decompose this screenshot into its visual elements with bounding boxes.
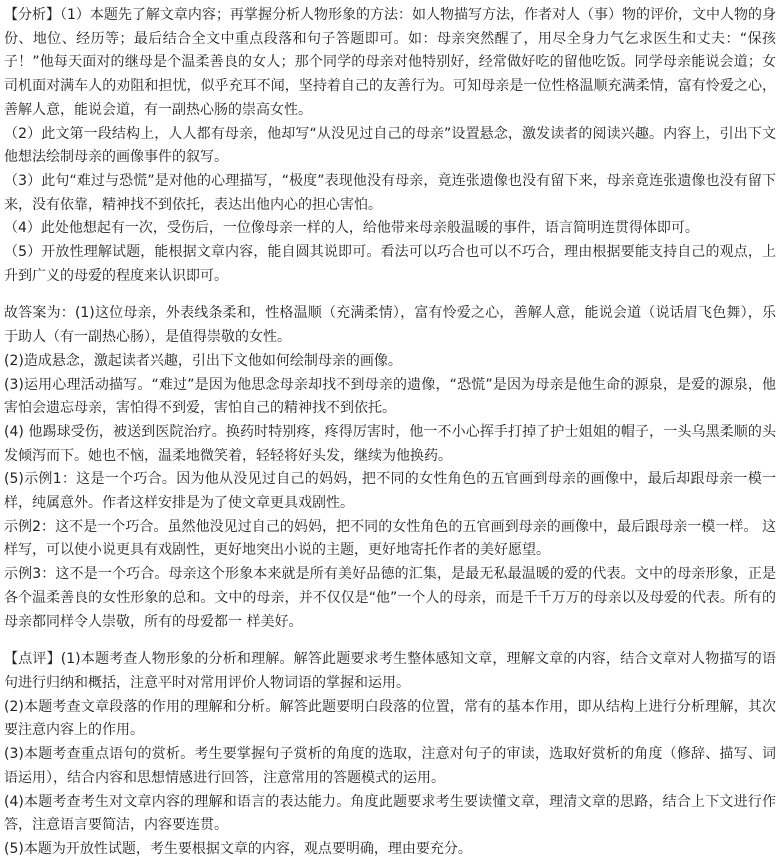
answer-paragraph-1: 故答案为：(1)这位母亲，外表线条柔和，性格温顺（充满柔情），富有怜爱之心，善解人意，能说会道（说话眉飞色舞），乐于助人（有一副热心肠），是值得崇敬的女性。	[4, 305, 776, 346]
review-section	[4, 648, 776, 861]
review-paragraph-1: 【点评】(1)本题考查人物形象的分析和理解。解答此题要求考生整体感知文章，理解文章的内容，结合文章对人物描写的语句进行归纳和概括，注意平时对常用评价人物词语的掌握和运用。	[4, 651, 776, 691]
answer-paragraph-2: (2)造成悬念，激起读者兴趣，引出下文他如何绘制母亲的画像。	[4, 352, 402, 369]
answer-paragraph-6: 示例2：这不是一个巧合。虽然他没见过自己的妈妈，把不同的女性角色的五官画到母亲的画像中，最后跟母亲一模一样。 这样写，可以使小说更具有戏剧性，更好地突出小说的主题，更好地寄托作者的美好愿望。	[4, 518, 776, 559]
analysis-paragraph-3: （3）此句“难过与恐慌”是对他的心理描写，“极度”表现他没有母亲，竟连张遗像也没有留下来，母亲竟连张遗像也没有留下来，没有依靠，精神找不到依托，表达出他内心的担心害怕。	[4, 172, 776, 213]
answer-paragraph-7: 示例3：这不是一个巧合。母亲这个形象本来就是所有美好品德的汇集，是最无私最温暖的爱的代表。文中的母亲形象，正是各个温柔善良的女性形象的总和。文中的母亲，并不仅仅是“他”一个人的母亲，而是千千万万的母亲以及母爱的代表。所有的母亲都同样令人崇敬，所有的母爱都一 样美好。	[4, 566, 776, 630]
review-paragraph-4: (4)本题考查考生对文章内容的理解和语言的表达能力。角度此题要求考生要读懂文章，理清文章的思路，结合上下文进行作答，注意语言要简洁，内容要连贯。	[4, 793, 776, 834]
answer-paragraph-4: (4) 他踢球受伤，被送到医院治疗。换药时特别疼，疼得厉害时，他一不小心挥手打掉了护士姐姐的帽子，一头乌黑柔顺的头发倾泻而下。她也不恼，温柔地微笑着，轻轻将好头发，继续为他换药。	[4, 423, 776, 464]
analysis-paragraph-1: 【分析】（1）本题先了解文章内容；再掌握分析人物形象的方法：如人物描写方法，作者对人（事）物的评价，文中人物的身份、地位、经历等；最后结合全文中重点段落和句子答题即可。如：母亲突然醒了，用尽全身力气乞求医生和丈夫：“保孩子！”他每天面对的继母是个温柔善良的女人；那个同学的母亲对他特别好，经常做好吃的留他吃饭。同学母亲能说会道；女司机面对满车人的劝阻和担忧，似乎充耳不闻，坚持着自己的友善行为。可知母亲是一位性格温顺充满柔情，富有怜爱之心，善解人意，能说会道，有一副热心肠的崇高女性。	[4, 7, 776, 118]
review-paragraph-2: (2)本题考查文章段落的作用的理解和分析。解答此题要明白段落的位置，常有的基本作用，即从结构上进行分析理解，其次要注意内容上的作用。	[4, 698, 776, 739]
answer-paragraph-3: (3)运用心理活动描写。“难过”是因为他思念母亲却找不到母亲的遗像，“恐慌”是因为母亲是他生命的源泉，是爱的源泉，他害怕会遗忘母亲，害怕得不到爱，害怕自己的精神找不到依托。	[4, 376, 776, 417]
analysis-paragraph-2: （2）此文第一段结构上，人人都有母亲，他却写“从没见过自己的母亲”设置悬念，激发读者的阅读兴趣。内容上，引出下文他想法绘制母亲的画像事件的叙写。	[4, 125, 776, 166]
review-paragraph-5: (5)本题为开放性试题，考生要根据文章的内容，观点要明确，理由要充分。	[4, 840, 472, 857]
answer-paragraph-5: (5)示例1：这是一个巧合。因为他从没见过自己的妈妈，把不同的女性角色的五官画到母亲的画像中，最后却跟母亲一模一样，纯属意外。作者这样安排是为了使文章更具戏剧性。	[4, 471, 776, 512]
review-paragraph-3: (3)本题考查重点语句的赏析。考生要掌握句子赏析的角度的选取，注意对句子的审读，选取好赏析的角度（修辞、描写、词语运用），结合内容和思想情感进行回答，注意常用的答题模式的运用。	[4, 746, 776, 786]
answer-section	[4, 302, 776, 634]
section-spacer	[4, 634, 776, 648]
analysis-paragraph-5: （5）开放性理解试题，能根据文章内容，能自圆其说即可。看法可以巧合也可以不巧合，理由根据要能支持自己的观点，上升到广义的母爱的程度来认识即可。	[4, 244, 776, 284]
analysis-section	[4, 4, 776, 288]
analysis-paragraph-4: （4）此处他想起有一次，受伤后，一位像母亲一样的人，给他带来母亲般温暖的事件，语言简明连贯得体即可。	[4, 220, 699, 237]
section-spacer	[4, 288, 776, 302]
